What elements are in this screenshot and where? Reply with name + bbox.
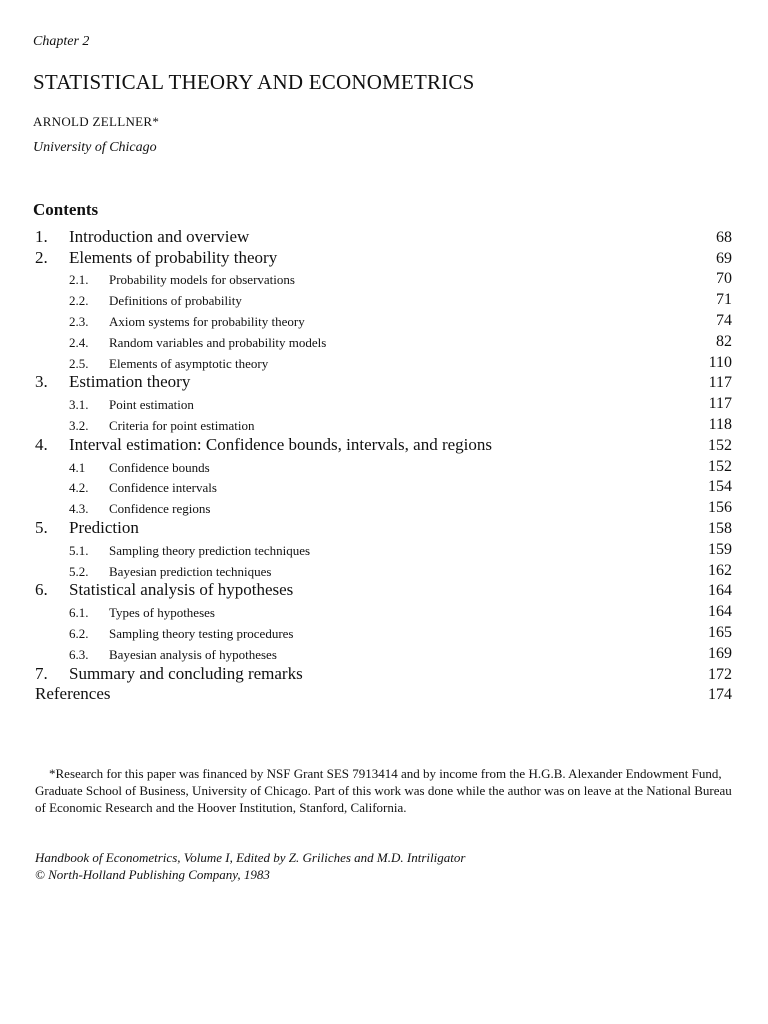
toc-entry-page: 164	[708, 582, 732, 600]
toc-entry	[0, 457, 768, 478]
author-name: ARNOLD ZELLNER*	[33, 114, 160, 129]
toc-entry	[0, 644, 768, 665]
toc-entry-page: 71	[716, 291, 732, 309]
toc-entry-label: Confidence intervals	[109, 480, 217, 496]
toc-entry-page: 172	[708, 665, 732, 683]
toc-entry-number: 3.1.	[69, 397, 89, 413]
toc-entry-label: Axiom systems for probability theory	[109, 313, 305, 329]
toc-entry-number: 5.1.	[69, 542, 89, 558]
toc-entry-label: References	[35, 684, 111, 704]
chapter-title: STATISTICAL THEORY AND ECONOMETRICS	[33, 70, 475, 94]
handbook-citation	[35, 849, 465, 883]
toc-entry	[0, 332, 768, 353]
toc-entry-label: Statistical analysis of hypotheses	[69, 580, 294, 600]
toc-entry-page: 169	[708, 644, 732, 662]
toc-entry-label: Probability models for observations	[109, 272, 295, 288]
toc-entry-page: 110	[708, 353, 732, 371]
toc-entry-label: Bayesian prediction techniques	[109, 563, 272, 579]
toc-entry-label: Criteria for point estimation	[109, 417, 255, 433]
toc-entry-page: 152	[708, 436, 732, 454]
toc-entry-number: 6.	[35, 580, 48, 600]
toc-entry-number: 6.2.	[69, 625, 89, 641]
toc-entry-page: 118	[708, 415, 732, 433]
toc-entry-label: Random variables and probability models	[109, 334, 327, 350]
toc-entry-page: 164	[708, 603, 732, 621]
toc-entry	[0, 540, 768, 561]
toc-entry-number: 4.2.	[69, 480, 89, 496]
toc-entry-page: 159	[708, 540, 732, 558]
toc-entry-page: 174	[708, 686, 732, 704]
toc-entry	[0, 602, 768, 623]
toc-entry-page: 117	[708, 395, 732, 413]
toc-entry-label: Sampling theory testing procedures	[109, 625, 294, 641]
toc-entry-label: Elements of probability theory	[69, 247, 278, 267]
toc-entry-number: 6.3.	[69, 646, 89, 662]
toc-entry-page: 154	[708, 478, 732, 496]
toc-entry-number: 2.1.	[69, 272, 89, 288]
toc-entry	[0, 270, 768, 291]
toc-entry-references	[0, 686, 768, 707]
toc-entry-page: 69	[716, 249, 732, 267]
toc-entry	[0, 665, 768, 686]
toc-entry	[0, 415, 768, 436]
toc-entry-number: 7.	[35, 663, 48, 683]
toc-entry-label: Bayesian analysis of hypotheses	[109, 646, 277, 662]
toc-entry	[0, 290, 768, 311]
toc-entry	[0, 394, 768, 415]
toc-entry-number: 2.	[35, 247, 48, 267]
toc-entry	[0, 582, 768, 603]
toc-entry	[0, 478, 768, 499]
toc-entry	[0, 374, 768, 395]
toc-entry-number: 4.1	[69, 459, 86, 475]
toc-entry-number: 2.4.	[69, 334, 89, 350]
toc-entry-label: Interval estimation: Confidence bounds, intervals, and regions	[69, 434, 493, 454]
toc-entry-page: 158	[708, 519, 732, 537]
toc-entry	[0, 311, 768, 332]
toc-entry-label: Point estimation	[109, 397, 194, 413]
toc-entry	[0, 561, 768, 582]
toc-entry-number: 5.2.	[69, 563, 89, 579]
toc-entry-page: 156	[708, 499, 732, 517]
toc-entry-label: Confidence regions	[109, 501, 211, 517]
toc-entry-label: Types of hypotheses	[109, 605, 215, 621]
toc-entry-page: 68	[716, 228, 732, 246]
toc-entry	[0, 623, 768, 644]
toc-entry-label: Introduction and overview	[69, 226, 250, 246]
chapter-label: Chapter 2	[33, 34, 90, 49]
toc-entry-label: Sampling theory prediction techniques	[109, 542, 311, 558]
toc-entry-number: 1.	[35, 226, 48, 246]
toc-entry-label: Estimation theory	[69, 372, 191, 392]
toc-entry-number: 3.	[35, 372, 48, 392]
toc-entry	[0, 519, 768, 540]
toc-entry-page: 162	[708, 561, 732, 579]
toc-entry-number: 3.2.	[69, 417, 89, 433]
toc-entry	[0, 353, 768, 374]
toc-entry-label: Summary and concluding remarks	[69, 663, 303, 683]
toc-entry-number: 4.3.	[69, 501, 89, 517]
toc-entry-label: Definitions of probability	[109, 293, 242, 309]
author-affiliation: University of Chicago	[33, 140, 157, 155]
toc-entry-page: 165	[708, 623, 732, 641]
toc-entry	[0, 436, 768, 457]
toc-entry	[0, 249, 768, 270]
copyright-line: © North-Holland Publishing Company, 1983	[35, 867, 270, 882]
toc-entry-label: Prediction	[69, 517, 139, 537]
toc-entry-page: 82	[716, 332, 732, 350]
toc-entry-number: 2.2.	[69, 293, 89, 309]
toc-entry	[0, 228, 768, 249]
toc-entry-number: 5.	[35, 517, 48, 537]
table-of-contents	[0, 228, 768, 706]
toc-entry-number: 4.	[35, 434, 48, 454]
contents-heading: Contents	[33, 200, 99, 219]
handbook-line: Handbook of Econometrics, Volume I, Edited by Z. Griliches and M.D. Intriligator	[35, 850, 466, 865]
toc-entry	[0, 498, 768, 519]
toc-entry-label: Confidence bounds	[109, 459, 210, 475]
toc-entry-number: 2.3.	[69, 313, 89, 329]
toc-entry-number: 2.5.	[69, 355, 89, 371]
toc-entry-page: 70	[716, 270, 732, 288]
toc-entry-page: 152	[708, 457, 732, 475]
toc-entry-page: 117	[708, 374, 732, 392]
toc-entry-number: 6.1.	[69, 605, 89, 621]
toc-entry-page: 74	[716, 311, 732, 329]
research-footnote: *Research for this paper was financed by NSF Grant SES 7913414 and by income from the H.G.B. Alexander Endowment Fund, Graduate School of Business, University of Chicago. Part of this work was done while the author was on leave at the National Bureau of Economic Research and the Hoover Institution, Stanford, California.	[35, 766, 732, 815]
toc-entry-label: Elements of asymptotic theory	[109, 355, 269, 371]
